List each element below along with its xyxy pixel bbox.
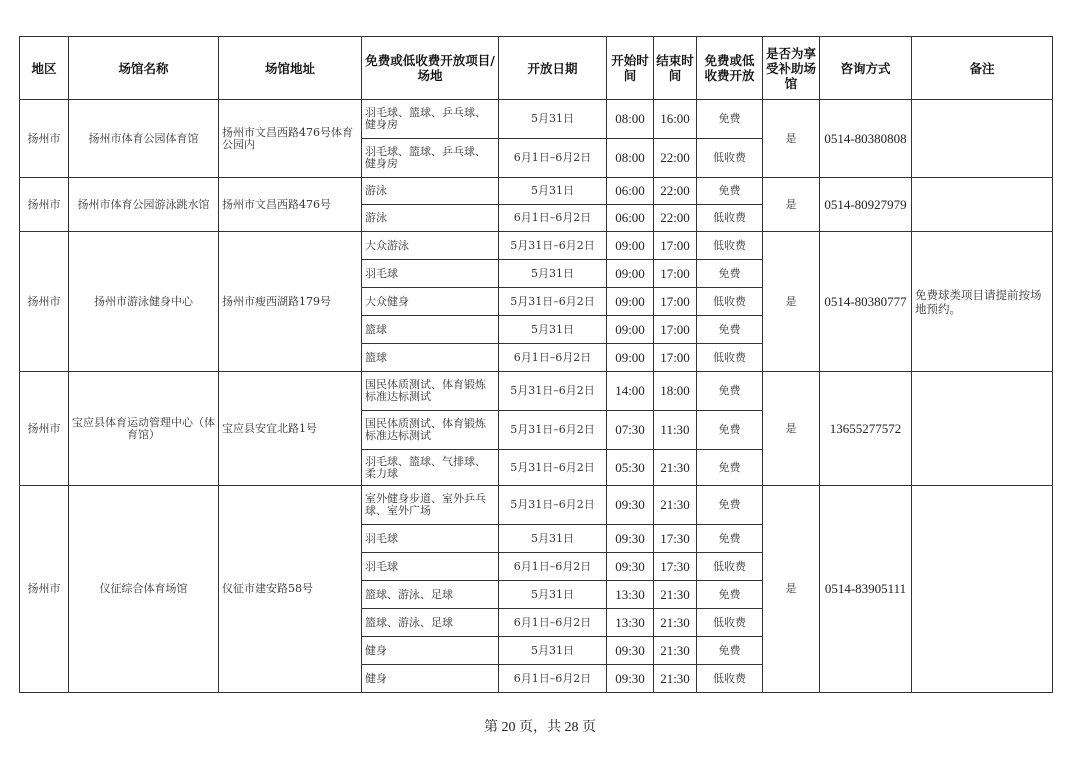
date-cell: 5月31日	[499, 581, 607, 609]
start-time-cell: 06:00	[607, 178, 654, 205]
date-cell: 6月1日–6月2日	[499, 205, 607, 232]
end-time-cell: 17:00	[654, 344, 697, 372]
item-cell: 羽毛球、篮球、气排球、柔力球	[362, 450, 499, 486]
item-cell: 篮球、游泳、足球	[362, 609, 499, 637]
end-time-cell: 17:30	[654, 525, 697, 553]
start-time-cell: 08:00	[607, 100, 654, 139]
fee-cell: 低收费	[697, 609, 763, 637]
end-time-cell: 18:00	[654, 372, 697, 411]
item-cell: 游泳	[362, 178, 499, 205]
date-cell: 5月31日–6月2日	[499, 232, 607, 260]
start-time-cell: 09:00	[607, 316, 654, 344]
venue-table	[19, 36, 1053, 693]
header-contact: 咨询方式	[820, 37, 912, 100]
date-cell: 6月1日–6月2日	[499, 553, 607, 581]
start-time-cell: 07:30	[607, 411, 654, 450]
end-time-cell: 17:00	[654, 260, 697, 288]
date-cell: 6月1日–6月2日	[499, 609, 607, 637]
end-time-cell: 21:30	[654, 581, 697, 609]
fee-cell: 免费	[697, 178, 763, 205]
header-row	[20, 37, 1053, 100]
end-time-cell: 16:00	[654, 100, 697, 139]
note-cell	[912, 372, 1053, 486]
subsidy-cell: 是	[763, 372, 820, 486]
date-cell: 5月31日	[499, 525, 607, 553]
table-row	[20, 178, 1053, 205]
item-cell: 篮球	[362, 344, 499, 372]
fee-cell: 免费	[697, 316, 763, 344]
item-cell: 室外健身步道、室外乒乓球、室外广场	[362, 486, 499, 525]
date-cell: 5月31日	[499, 316, 607, 344]
start-time-cell: 09:30	[607, 553, 654, 581]
end-time-cell: 21:30	[654, 609, 697, 637]
fee-cell: 低收费	[697, 553, 763, 581]
fee-cell: 低收费	[697, 288, 763, 316]
note-cell: 免费球类项目请提前按场地预约。	[912, 232, 1053, 372]
item-cell: 大众健身	[362, 288, 499, 316]
header-subsidy: 是否为享受补助场馆	[763, 37, 820, 100]
subsidy-cell: 是	[763, 100, 820, 178]
end-time-cell: 17:00	[654, 232, 697, 260]
end-time-cell: 21:30	[654, 486, 697, 525]
header-venue-name: 场馆名称	[69, 37, 219, 100]
header-fee: 免费或低收费开放	[697, 37, 763, 100]
fee-cell: 免费	[697, 372, 763, 411]
item-cell: 国民体质测试、体育锻炼标准达标测试	[362, 411, 499, 450]
start-time-cell: 09:30	[607, 665, 654, 693]
venue-table-body	[20, 100, 1053, 693]
fee-cell: 低收费	[697, 232, 763, 260]
address-cell: 扬州市瘦西湖路179号	[219, 232, 362, 372]
end-time-cell: 21:30	[654, 665, 697, 693]
page-indicator: 第 20 页，共 28 页	[484, 720, 596, 735]
start-time-cell: 09:30	[607, 637, 654, 665]
item-cell: 大众游泳	[362, 232, 499, 260]
note-cell	[912, 486, 1053, 693]
fee-cell: 免费	[697, 637, 763, 665]
start-time-cell: 13:30	[607, 581, 654, 609]
fee-cell: 免费	[697, 450, 763, 486]
item-cell: 羽毛球、篮球、乒乓球、健身房	[362, 139, 499, 178]
date-cell: 5月31日	[499, 260, 607, 288]
date-cell: 6月1日–6月2日	[499, 665, 607, 693]
start-time-cell: 14:00	[607, 372, 654, 411]
end-time-cell: 22:00	[654, 178, 697, 205]
region-cell: 扬州市	[20, 100, 69, 178]
date-cell: 5月31日–6月2日	[499, 486, 607, 525]
fee-cell: 免费	[697, 581, 763, 609]
fee-cell: 免费	[697, 525, 763, 553]
date-cell: 5月31日–6月2日	[499, 450, 607, 486]
date-cell: 6月1日–6月2日	[499, 344, 607, 372]
item-cell: 羽毛球、篮球、乒乓球、健身房	[362, 100, 499, 139]
venue-name-cell: 扬州市体育公园游泳跳水馆	[69, 178, 219, 232]
contact-cell: 0514-83905111	[820, 486, 912, 693]
end-time-cell: 11:30	[654, 411, 697, 450]
date-cell: 5月31日–6月2日	[499, 411, 607, 450]
item-cell: 国民体质测试、体育锻炼标准达标测试	[362, 372, 499, 411]
header-end: 结束时间	[654, 37, 697, 100]
start-time-cell: 05:30	[607, 450, 654, 486]
item-cell: 健身	[362, 637, 499, 665]
header-date: 开放日期	[499, 37, 607, 100]
start-time-cell: 09:00	[607, 288, 654, 316]
header-start: 开始时间	[607, 37, 654, 100]
start-time-cell: 06:00	[607, 205, 654, 232]
region-cell: 扬州市	[20, 232, 69, 372]
region-cell: 扬州市	[20, 372, 69, 486]
region-cell: 扬州市	[20, 486, 69, 693]
start-time-cell: 13:30	[607, 609, 654, 637]
fee-cell: 低收费	[697, 205, 763, 232]
header-address: 场馆地址	[219, 37, 362, 100]
start-time-cell: 09:00	[607, 260, 654, 288]
note-cell	[912, 100, 1053, 178]
subsidy-cell: 是	[763, 232, 820, 372]
start-time-cell: 09:30	[607, 525, 654, 553]
fee-cell: 低收费	[697, 139, 763, 178]
address-cell: 扬州市文昌西路476号体育公园内	[219, 100, 362, 178]
header-notes: 备注	[912, 37, 1053, 100]
note-cell	[912, 178, 1053, 232]
contact-cell: 13655277572	[820, 372, 912, 486]
start-time-cell: 08:00	[607, 139, 654, 178]
start-time-cell: 09:00	[607, 232, 654, 260]
end-time-cell: 21:30	[654, 450, 697, 486]
subsidy-cell: 是	[763, 486, 820, 693]
end-time-cell: 17:00	[654, 288, 697, 316]
date-cell: 6月1日–6月2日	[499, 139, 607, 178]
end-time-cell: 17:00	[654, 316, 697, 344]
header-region: 地区	[20, 37, 69, 100]
item-cell: 羽毛球	[362, 260, 499, 288]
table-row	[20, 100, 1053, 139]
venue-name-cell: 扬州市体育公园体育馆	[69, 100, 219, 178]
date-cell: 5月31日–6月2日	[499, 372, 607, 411]
table-row	[20, 232, 1053, 260]
address-cell: 宝应县安宜北路1号	[219, 372, 362, 486]
end-time-cell: 22:00	[654, 205, 697, 232]
end-time-cell: 21:30	[654, 637, 697, 665]
fee-cell: 免费	[697, 486, 763, 525]
item-cell: 羽毛球	[362, 553, 499, 581]
fee-cell: 低收费	[697, 665, 763, 693]
region-cell: 扬州市	[20, 178, 69, 232]
table-row	[20, 372, 1053, 411]
contact-cell: 0514-80380808	[820, 100, 912, 178]
contact-cell: 0514-80927979	[820, 178, 912, 232]
header-items: 免费或低收费开放项目/场地	[362, 37, 499, 100]
fee-cell: 免费	[697, 260, 763, 288]
end-time-cell: 17:30	[654, 553, 697, 581]
start-time-cell: 09:30	[607, 486, 654, 525]
venue-name-cell: 宝应县体育运动管理中心（体育馆）	[69, 372, 219, 486]
date-cell: 5月31日–6月2日	[499, 288, 607, 316]
item-cell: 羽毛球	[362, 525, 499, 553]
end-time-cell: 22:00	[654, 139, 697, 178]
item-cell: 篮球	[362, 316, 499, 344]
item-cell: 游泳	[362, 205, 499, 232]
address-cell: 扬州市文昌西路476号	[219, 178, 362, 232]
contact-cell: 0514-80380777	[820, 232, 912, 372]
date-cell: 5月31日	[499, 637, 607, 665]
address-cell: 仪征市建安路58号	[219, 486, 362, 693]
start-time-cell: 09:00	[607, 344, 654, 372]
item-cell: 篮球、游泳、足球	[362, 581, 499, 609]
item-cell: 健身	[362, 665, 499, 693]
venue-name-cell: 仪征综合体育场馆	[69, 486, 219, 693]
date-cell: 5月31日	[499, 100, 607, 139]
fee-cell: 低收费	[697, 344, 763, 372]
fee-cell: 免费	[697, 100, 763, 139]
fee-cell: 免费	[697, 411, 763, 450]
venue-name-cell: 扬州市游泳健身中心	[69, 232, 219, 372]
date-cell: 5月31日	[499, 178, 607, 205]
table-row	[20, 486, 1053, 525]
subsidy-cell: 是	[763, 178, 820, 232]
